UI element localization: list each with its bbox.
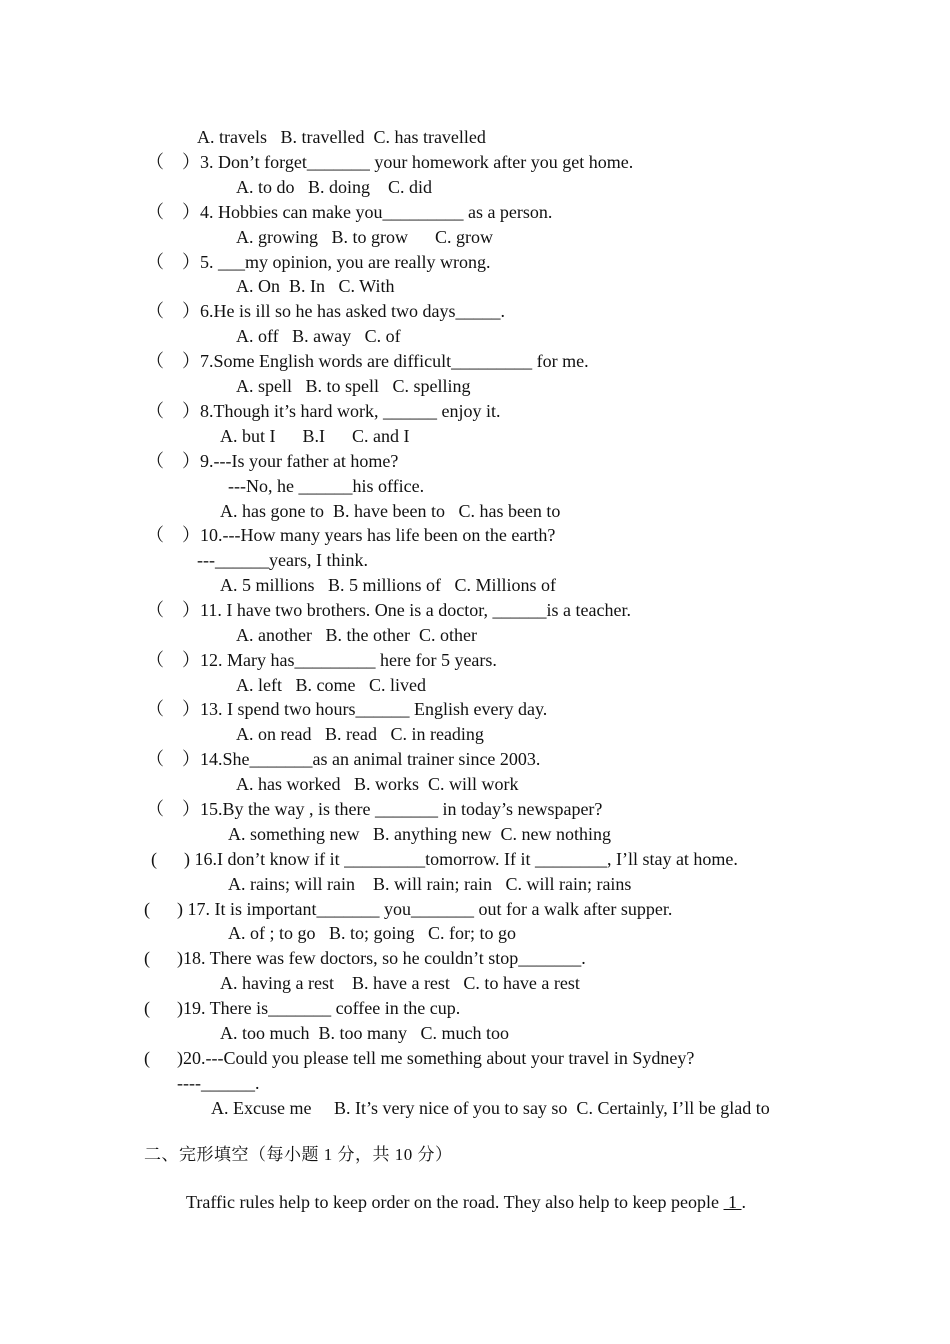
- q20-response: ----______.: [177, 1073, 260, 1093]
- q13-options: A. on read B. read C. in reading: [236, 724, 484, 744]
- question-15: （ ）15.By the way , is there _______ in today’s newspaper?: [146, 799, 603, 819]
- q15-options: A. something new B. anything new C. new nothing: [228, 824, 611, 844]
- q5-options: A. On B. In C. With: [236, 276, 395, 296]
- q7-options: A. spell B. to spell C. spelling: [236, 376, 471, 396]
- q9-options: A. has gone to B. have been to C. has been to: [220, 501, 561, 521]
- section-title: 二、完形填空（每小题 1 分，共 10 分）: [144, 1145, 453, 1164]
- q12-options: A. left B. come C. lived: [236, 675, 426, 695]
- q8-options: A. but I B.I C. and I: [220, 426, 410, 446]
- q19-options: A. too much B. too many C. much too: [220, 1023, 509, 1043]
- question-7: （ ）7.Some English words are difficult_________ for me.: [146, 351, 589, 371]
- question-14: （ ）14.She_______as an animal trainer since 2003.: [146, 749, 541, 769]
- question-5: （ ）5. ___my opinion, you are really wrong.: [146, 252, 491, 272]
- q17-options: A. of ; to go B. to; going C. for; to go: [228, 923, 516, 943]
- question-16: ( ) 16.I don’t know if it _________tomorrow. If it ________, I’ll stay at home.: [151, 849, 738, 869]
- q11-options: A. another B. the other C. other: [236, 625, 477, 645]
- q4-options: A. growing B. to grow C. grow: [236, 227, 493, 247]
- question-10: （ ）10.---How many years has life been on the earth?: [146, 525, 556, 545]
- q3-options: A. to do B. doing C. did: [236, 177, 433, 197]
- q18-options: A. having a rest B. have a rest C. to have a rest: [220, 973, 580, 993]
- question-11: （ ）11. I have two brothers. One is a doctor, ______is a teacher.: [146, 600, 631, 620]
- passage-end: .: [741, 1192, 747, 1212]
- question-3: （ ）3. Don’t forget_______ your homework after you get home.: [146, 152, 634, 172]
- q9-response: ---No, he ______his office.: [228, 476, 425, 496]
- question-18: ( )18. There was few doctors, so he couldn’t stop_______.: [144, 948, 586, 968]
- question-13: （ ）13. I spend two hours______ English every day.: [146, 699, 548, 719]
- question-17: ( ) 17. It is important_______ you_______ out for a walk after supper.: [144, 899, 673, 919]
- question-20: ( )20.---Could you please tell me something about your travel in Sydney?: [144, 1048, 695, 1068]
- q16-options: A. rains; will rain B. will rain; rain C. will rain; rains: [228, 874, 632, 894]
- question-6: （ ）6.He is ill so he has asked two days_____.: [146, 301, 505, 321]
- q20-options: A. Excuse me B. It’s very nice of you to say so C. Certainly, I’ll be glad to: [211, 1098, 770, 1118]
- q6-options: A. off B. away C. of: [236, 326, 401, 346]
- passage-first-line: [186, 1191, 746, 1213]
- question-4: （ ）4. Hobbies can make you_________ as a person.: [146, 202, 553, 222]
- q2-options: A. travels B. travelled C. has travelled: [197, 127, 486, 147]
- question-12: （ ）12. Mary has_________ here for 5 years.: [146, 650, 497, 670]
- q14-options: A. has worked B. works C. will work: [236, 774, 519, 794]
- q10-options: A. 5 millions B. 5 millions of C. Millions of: [220, 575, 557, 595]
- question-8: （ ）8.Though it’s hard work, ______ enjoy it.: [146, 401, 501, 421]
- q10-response: ---______years, I think.: [197, 550, 368, 570]
- question-9: （ ）9.---Is your father at home?: [146, 451, 399, 471]
- passage-text: Traffic rules help to keep order on the road. They also help to keep people: [186, 1192, 724, 1212]
- passage-blank-1: 1: [723, 1192, 742, 1212]
- question-19: ( )19. There is_______ coffee in the cup.: [144, 998, 461, 1018]
